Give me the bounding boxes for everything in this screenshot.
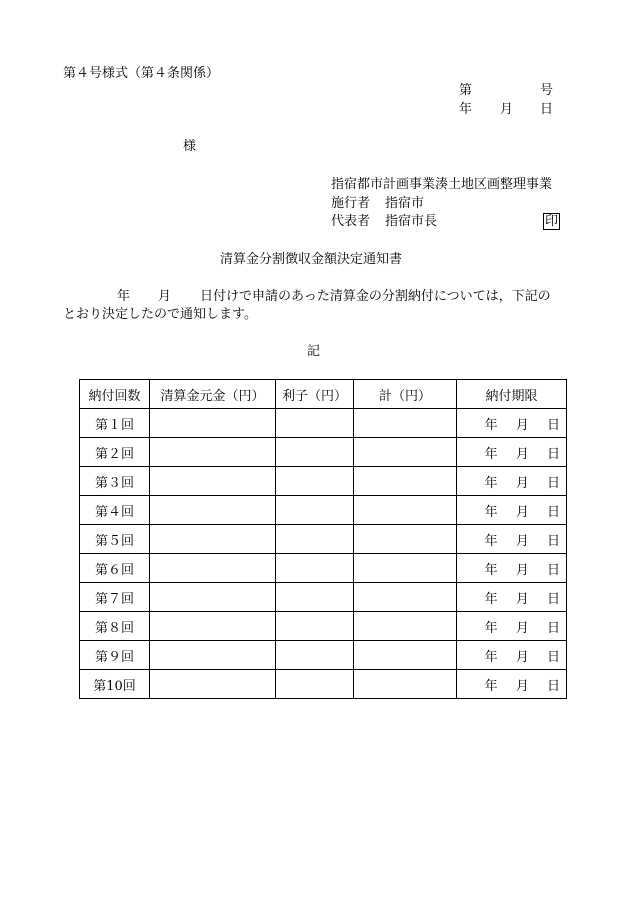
due-year: 年: [484, 446, 498, 462]
total-cell: [354, 496, 457, 525]
row-label: 第９回: [80, 641, 150, 670]
sender-executor: 指宿市: [385, 196, 425, 211]
document-title: 清算金分割徴収金額決定通知書: [220, 252, 403, 267]
due-date-cell: [457, 525, 567, 554]
row-label: 第６回: [80, 554, 150, 583]
principal-cell: [150, 554, 276, 583]
interest-cell: [276, 409, 354, 438]
interest-cell: [276, 554, 354, 583]
principal-cell: [150, 438, 276, 467]
due-year: 年: [484, 417, 498, 433]
due-month: 月: [515, 533, 529, 549]
principal-cell: [150, 467, 276, 496]
due-month: 月: [515, 591, 529, 607]
due-month: 月: [515, 417, 529, 433]
due-date-cell: [457, 438, 567, 467]
number-prefix: 第: [459, 83, 473, 98]
due-year: 年: [484, 649, 498, 665]
body-line2: とおり決定したので通知します。: [63, 307, 257, 322]
addressee-suffix: 様: [183, 139, 197, 154]
total-cell: [354, 525, 457, 554]
row-label: 第10回: [80, 670, 150, 699]
table-header-row: [80, 380, 567, 409]
principal-cell: [150, 496, 276, 525]
body-year: 年: [117, 289, 131, 304]
due-year: 年: [484, 620, 498, 636]
principal-cell: [150, 670, 276, 699]
due-date-cell: [457, 409, 567, 438]
due-day: 日: [546, 678, 560, 694]
date-year: 年: [459, 102, 473, 117]
due-date-cell: [457, 496, 567, 525]
form-label: 第４号様式（第４条関係）: [63, 66, 220, 81]
principal-cell: [150, 409, 276, 438]
total-cell: [354, 409, 457, 438]
due-day: 日: [546, 446, 560, 462]
due-date-cell: [457, 612, 567, 641]
due-month: 月: [515, 504, 529, 520]
row-label: 第８回: [80, 612, 150, 641]
row-label: 第２回: [80, 438, 150, 467]
table-row: [80, 670, 567, 699]
header-total: 計（円）: [354, 380, 457, 409]
total-cell: [354, 612, 457, 641]
total-cell: [354, 583, 457, 612]
due-date-cell: [457, 670, 567, 699]
header-principal: 清算金元金（円）: [150, 380, 276, 409]
due-year: 年: [484, 562, 498, 578]
due-year: 年: [484, 504, 498, 520]
row-label: 第３回: [80, 467, 150, 496]
table-row: [80, 438, 567, 467]
due-month: 月: [515, 562, 529, 578]
due-date-cell: [457, 467, 567, 496]
due-month: 月: [515, 446, 529, 462]
principal-cell: [150, 612, 276, 641]
total-cell: [354, 641, 457, 670]
total-cell: [354, 554, 457, 583]
table-row: [80, 467, 567, 496]
header-interest: 利子（円）: [276, 380, 354, 409]
due-day: 日: [546, 417, 560, 433]
sender-executor-label: 施行者: [331, 196, 371, 211]
due-year: 年: [484, 678, 498, 694]
interest-cell: [276, 612, 354, 641]
seal-mark: 印: [545, 214, 559, 229]
body-month: 月: [158, 289, 172, 304]
date-day: 日: [540, 102, 554, 117]
due-year: 年: [484, 591, 498, 607]
due-day: 日: [546, 504, 560, 520]
due-day: 日: [546, 562, 560, 578]
total-cell: [354, 467, 457, 496]
table-row: [80, 409, 567, 438]
interest-cell: [276, 467, 354, 496]
interest-cell: [276, 583, 354, 612]
interest-cell: [276, 525, 354, 554]
due-month: 月: [515, 678, 529, 694]
header-due-date: 納付期限: [457, 380, 567, 409]
due-day: 日: [546, 475, 560, 491]
number-suffix: 号: [540, 83, 554, 98]
principal-cell: [150, 525, 276, 554]
body-line1: 日付けで申請のあった清算金の分割納付については，下記の: [200, 289, 551, 304]
due-day: 日: [546, 591, 560, 607]
sender-rep: 指宿市長: [385, 214, 438, 229]
header-count: 納付回数: [80, 380, 150, 409]
due-month: 月: [515, 649, 529, 665]
due-year: 年: [484, 533, 498, 549]
due-day: 日: [546, 649, 560, 665]
interest-cell: [276, 670, 354, 699]
table-row: [80, 612, 567, 641]
ki-label: 記: [307, 344, 321, 359]
installment-table: [79, 379, 567, 699]
due-day: 日: [546, 533, 560, 549]
total-cell: [354, 438, 457, 467]
due-month: 月: [515, 475, 529, 491]
row-label: 第５回: [80, 525, 150, 554]
interest-cell: [276, 496, 354, 525]
due-month: 月: [515, 620, 529, 636]
row-label: 第１回: [80, 409, 150, 438]
date-month: 月: [500, 102, 514, 117]
sender-project: 指宿都市計画事業湊土地区画整理事業: [331, 177, 553, 192]
principal-cell: [150, 641, 276, 670]
row-label: 第７回: [80, 583, 150, 612]
interest-cell: [276, 438, 354, 467]
table-row: [80, 496, 567, 525]
table-row: [80, 641, 567, 670]
principal-cell: [150, 583, 276, 612]
due-year: 年: [484, 475, 498, 491]
due-date-cell: [457, 641, 567, 670]
due-day: 日: [546, 620, 560, 636]
table-row: [80, 583, 567, 612]
due-date-cell: [457, 583, 567, 612]
interest-cell: [276, 641, 354, 670]
table-row: [80, 525, 567, 554]
table-row: [80, 554, 567, 583]
total-cell: [354, 670, 457, 699]
due-date-cell: [457, 554, 567, 583]
sender-rep-label: 代表者: [331, 214, 371, 229]
row-label: 第４回: [80, 496, 150, 525]
